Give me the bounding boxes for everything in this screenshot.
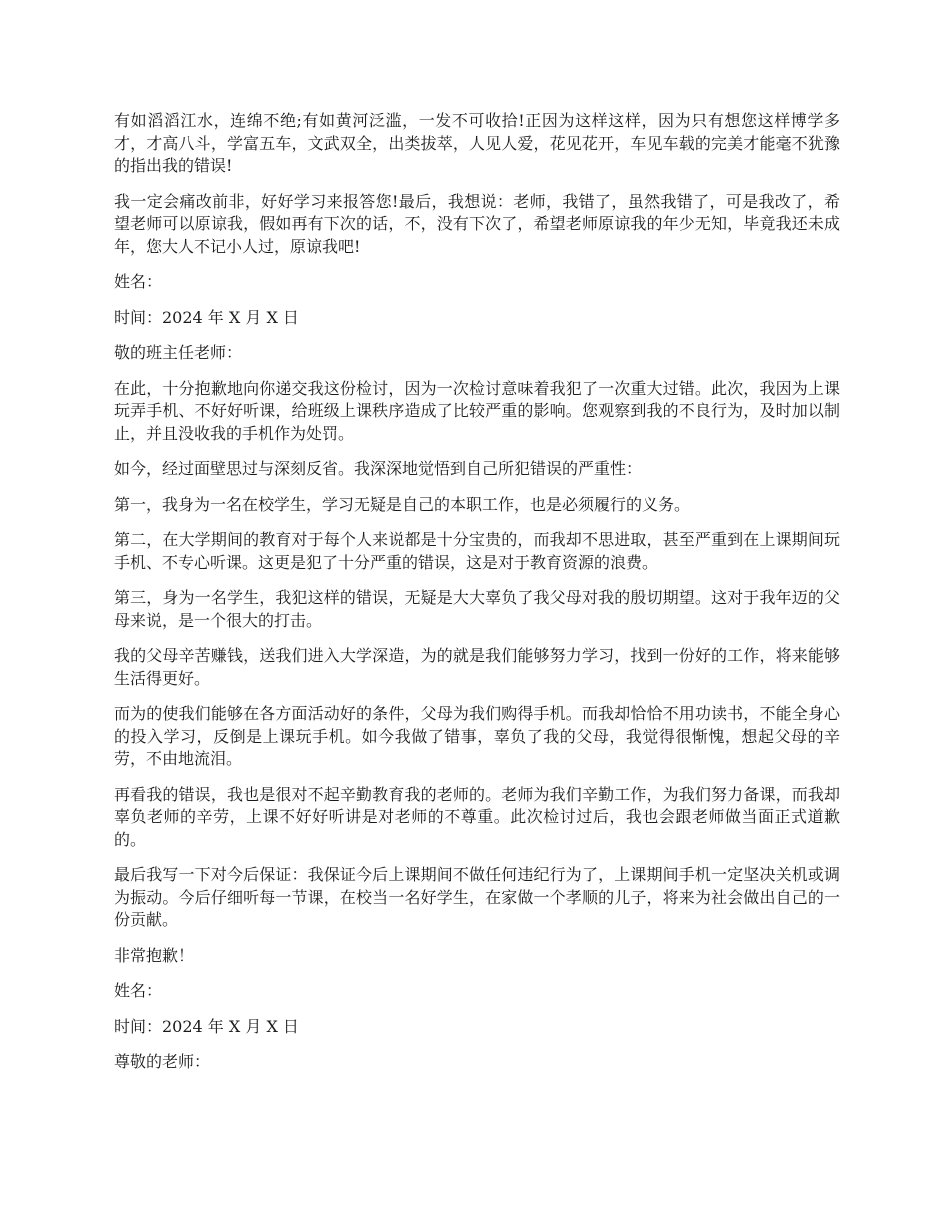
paragraph-praise: 有如滔滔江水，连绵不绝;有如黄河泛滥，一发不可收拾!正因为这样这样，因为只有想您这样博学多才，才高八斗，学富五车，文武双全，出类拔萃，人见人爱，花见花开，车见车载的完美才能毫不犹豫的指出我的错误!	[114, 111, 840, 175]
paragraph-apology: 在此，十分抱歉地向你递交我这份检讨，因为一次检讨意味着我犯了一次重大过错。此次，我因为上课玩弄手机、不好好听课，给班级上课秩序造成了比较严重的影响。您观察到我的不良行为，及时加以制止，并且没收我的手机作为处罚。	[114, 378, 840, 443]
paragraph-teacher: 再看我的错误，我也是很对不起辛勤教育我的老师的。老师为我们辛勤工作，为我们努力备课，而我却辜负老师的辛劳，上课不好好听讲是对老师的不尊重。此次检讨过后，我也会跟老师做当面正式道歉的。	[114, 784, 840, 849]
paragraph-promise: 我一定会痛改前非，好好学习来报答您!最后，我想说：老师，我错了，虽然我错了，可是我改了，希望老师可以原谅我，假如再有下次的话，不，没有下次了，希望老师原谅我的年少无知，毕竟我还未成年，您大人不记小人过，原谅我吧!	[114, 191, 840, 256]
signature-date-line: 时间：2024 年 X 月 X 日	[114, 307, 299, 327]
salutation: 敬的班主任老师：	[114, 343, 243, 362]
paragraph-third: 第三，身为一名学生，我犯这样的错误，无疑是大大辜负了我父母对我的殷切期望。这对于我年迈的父母来说，是一个很大的打击。	[114, 588, 840, 630]
paragraph-parents: 我的父母辛苦赚钱，送我们进入大学深造，为的就是我们能够努力学习，找到一份好的工作，将来能够生活得更好。	[114, 646, 840, 688]
signature-name-line: 姓名：	[114, 272, 163, 291]
paragraph-second: 第二，在大学期间的教育对于每个人来说都是十分宝贵的，而我却不思进取，甚至严重到在上课期间玩手机、不专心听课。这更是犯了十分严重的错误，这是对于教育资源的浪费。	[114, 530, 840, 572]
signature-date-line: 时间：2024 年 X 月 X 日	[114, 1016, 299, 1036]
paragraph-first: 第一，我身为一名在校学生，学习无疑是自己的本职工作，也是必须履行的义务。	[114, 494, 691, 514]
paragraph-reflection: 如今，经过面壁思过与深刻反省。我深深地觉悟到自己所犯错误的严重性：	[114, 459, 643, 478]
paragraph-guarantee: 最后我写一下对今后保证：我保证今后上课期间不做任何违纪行为了，上课期间手机一定坚决关机或调为振动。今后仔细听每一节课，在校当一名好学生，在家做一个孝顺的儿子，将来为社会做出自己的一份贡献。	[114, 865, 840, 929]
salutation: 尊敬的老师：	[114, 1052, 211, 1071]
signature-name-line: 姓名：	[114, 981, 163, 1000]
paragraph-phone: 而为的使我们能够在各方面活动好的条件，父母为我们购得手机。而我却恰恰不用功读书，不能全身心的投入学习，反倒是上课玩手机。如今我做了错事，辜负了我的父母，我觉得很惭愧，想起父母的辛劳，不由地流泪。	[114, 704, 840, 768]
document-body	[114, 110, 840, 1087]
paragraph-sorry: 非常抱歉！	[114, 945, 195, 965]
